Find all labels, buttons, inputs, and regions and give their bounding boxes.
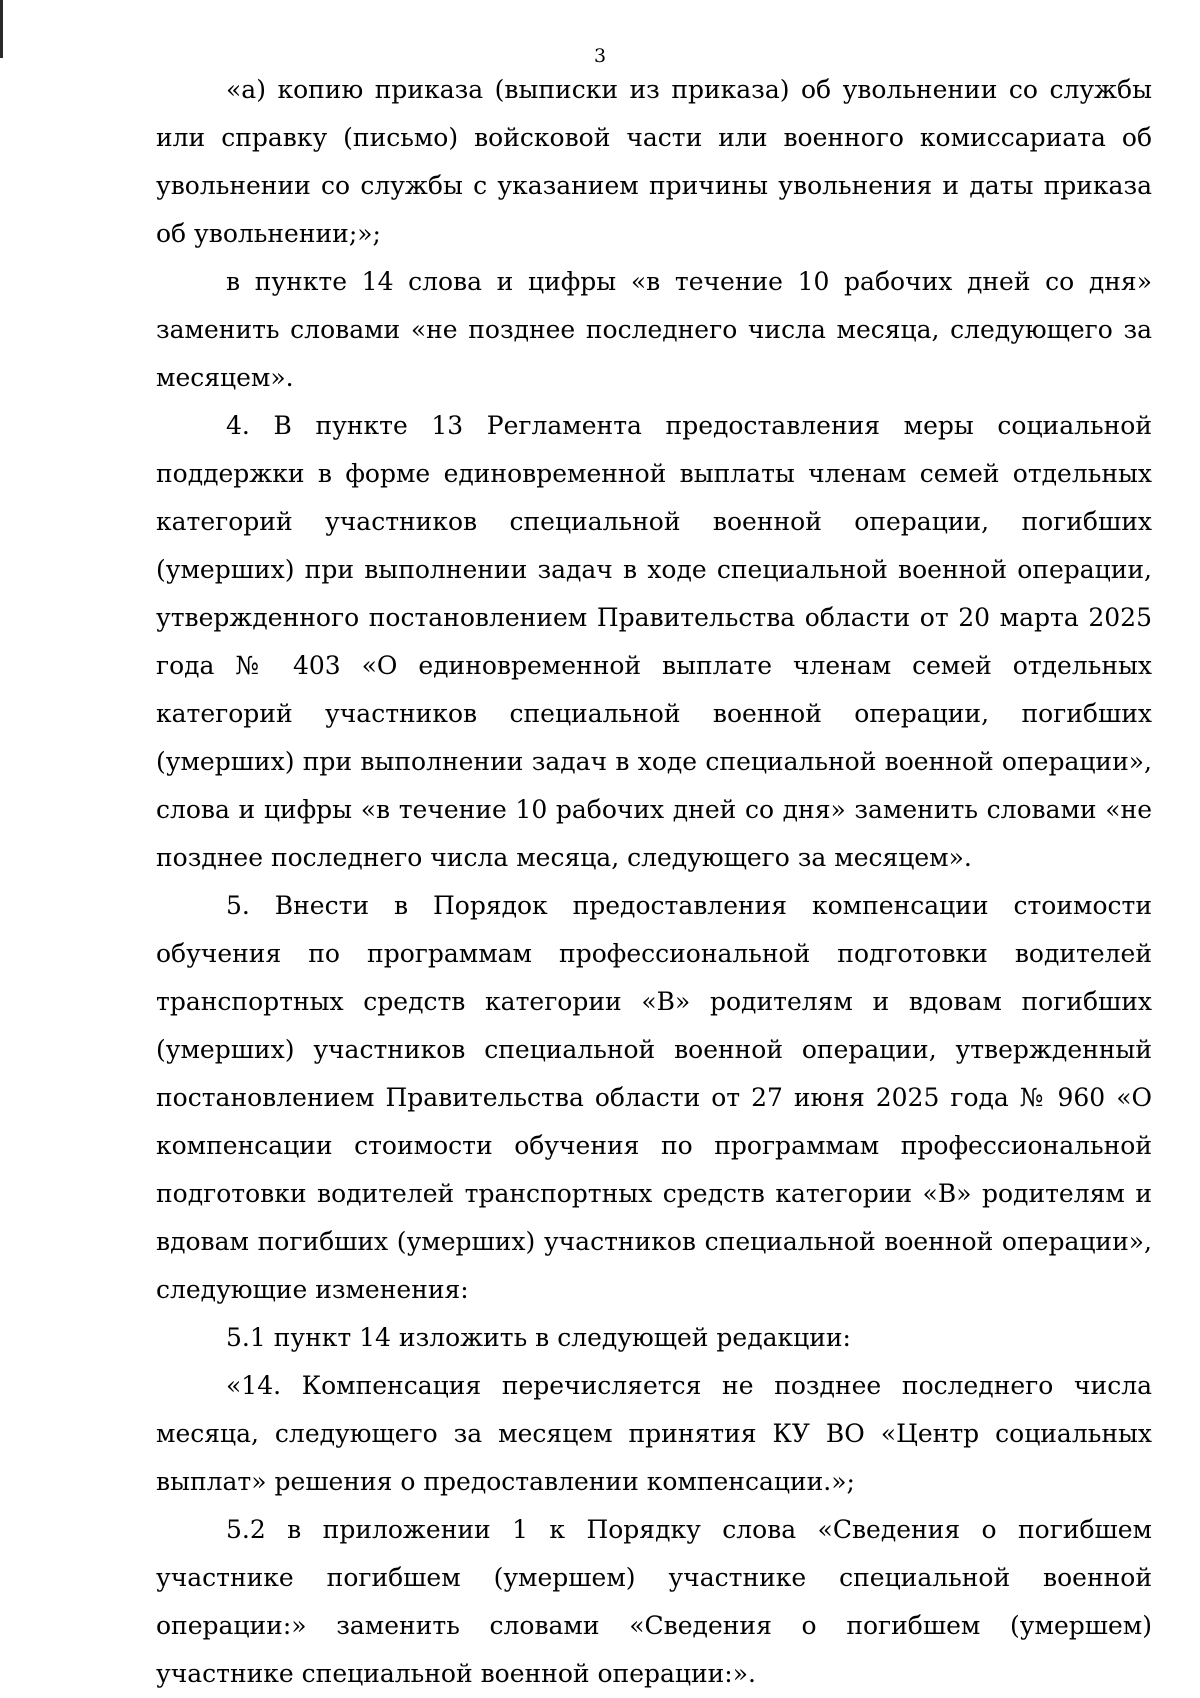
paragraph-section-5-2: 5.2 в приложении 1 к Порядку слова «Сведения о погибшем участнике погибшем (умершем) участнике специальной военной операции:» заменить словами «Сведения о погибшем (умершем) участнике специальной военной операции:». bbox=[156, 1515, 1152, 1688]
paragraph-point-14-change: в пункте 14 слова и цифры «в течение 10 рабочих дней со дня» заменить словами «не позднее последнего числа месяца, следующего за месяцем». bbox=[156, 267, 1152, 392]
paragraph-section-4: 4. В пункте 13 Регламента предоставления меры социальной поддержки в форме единовременной выплаты членам семей отдельных категорий участников специальной военной операции, погибших (умерших) при выполнении задач в ходе специальной военной операции, утвержденного постановлением Правительства области от 20 марта 2025 года № 403 «О единовременной выплате членам семей отдельных категорий участников специальной военной операции, погибших (умерших) при выполнении задач в ходе специальной военной операции», слова и цифры «в течение 10 рабочих дней со дня» заменить словами «не позднее последнего числа месяца, следующего за месяцем». bbox=[156, 411, 1152, 872]
paragraph-item-a: «а) копию приказа (выписки из приказа) об увольнении со службы или справку (письмо) войсковой части или военного комиссариата об увольнении со службы с указанием причины увольнения и даты приказа об увольнении;»; bbox=[156, 75, 1152, 248]
page-number: 3 bbox=[593, 45, 607, 67]
document-body bbox=[156, 66, 1152, 1698]
paragraph-section-5: 5. Внести в Порядок предоставления компенсации стоимости обучения по программам профессиональной подготовки водителей транспортных средств категории «В» родителям и вдовам погибших (умерших) участников специальной военной операции, утвержденный постановлением Правительства области от 27 июня 2025 года № 960 «О компенсации стоимости обучения по программам профессиональной подготовки водителей транспортных средств категории «В» родителям и вдовам погибших (умерших) участников специальной военной операции», следующие изменения: bbox=[156, 891, 1152, 1304]
paragraph-point-14-new-text: «14. Компенсация перечисляется не позднее последнего числа месяца, следующего за месяцем принятия КУ ВО «Центр социальных выплат» решения о предоставлении компенсации.»; bbox=[156, 1371, 1152, 1496]
paragraph-section-5-1: 5.1 пункт 14 изложить в следующей редакции: bbox=[226, 1323, 851, 1352]
